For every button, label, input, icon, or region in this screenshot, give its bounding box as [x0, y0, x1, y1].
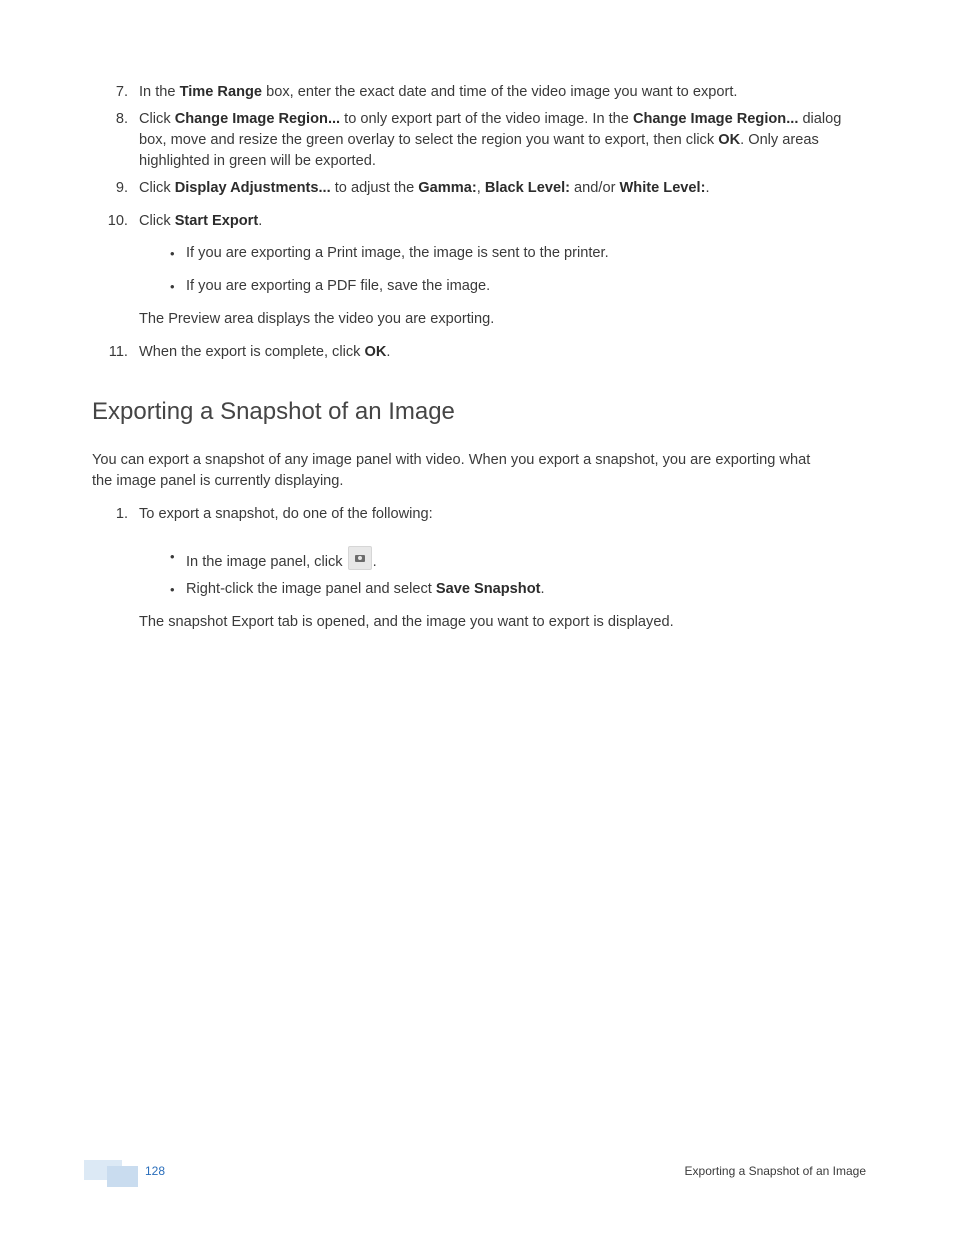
- footer-logo-block: [107, 1166, 138, 1187]
- step-text-line: [139, 151, 879, 172]
- list-item: [186, 546, 377, 573]
- bold-term: Start Export: [174, 213, 259, 229]
- intro-line: the image panel is currently displaying.: [92, 473, 344, 489]
- step-number: 7.: [115, 84, 128, 100]
- bold-term: Display Adjustments...: [174, 180, 331, 196]
- section-heading: Exporting a Snapshot of an Image: [92, 398, 455, 425]
- bullet-icon: •: [170, 279, 175, 294]
- text-run: box, enter the exact date and time of the video image you want to export.: [262, 84, 738, 100]
- text-run: .: [705, 180, 710, 196]
- text-run: . Only areas: [740, 132, 819, 148]
- bold-term: White Level:: [619, 180, 706, 196]
- text-run: Click: [139, 111, 175, 127]
- list-item-text: In the image panel, click: [186, 554, 347, 570]
- list-item: [186, 579, 545, 600]
- text-run: to only export part of the video image. In the: [340, 111, 633, 127]
- footer-section-title: Exporting a Snapshot of an Image: [684, 1164, 866, 1178]
- text-run: Click: [139, 180, 175, 196]
- bullet-icon: •: [170, 549, 175, 564]
- step-number: 1.: [115, 506, 128, 522]
- text-run: .: [258, 213, 263, 229]
- text-run: .: [386, 344, 391, 360]
- preview-note: The Preview area displays the video you are exporting.: [139, 311, 495, 327]
- step-text: [139, 342, 879, 363]
- bullet-icon: •: [170, 246, 175, 261]
- bold-term: Change Image Region...: [632, 111, 799, 127]
- text-run: .: [540, 581, 545, 597]
- text-run: Click: [139, 213, 175, 229]
- list-item: If you are exporting a PDF file, save the image.: [186, 278, 491, 294]
- bold-term: OK: [364, 344, 387, 360]
- step-number: 11.: [108, 344, 128, 360]
- page-number: 128: [145, 1164, 166, 1178]
- step-text: [139, 178, 879, 199]
- bullet-icon: •: [170, 582, 175, 597]
- snapshot-note: The snapshot Export tab is opened, and the image you want to export is displayed.: [139, 614, 674, 630]
- text-run: to adjust the: [330, 180, 419, 196]
- step-number: 8.: [115, 111, 128, 127]
- text-run: and/or: [570, 180, 620, 196]
- list-item-text: .: [372, 554, 377, 570]
- step-text-line: [139, 130, 879, 151]
- step-text: [139, 82, 879, 103]
- text-run: When the export is complete, click: [139, 344, 365, 360]
- text-run: ,: [476, 180, 485, 196]
- text-run: Right-click the image panel and select: [186, 581, 436, 597]
- step-text: To export a snapshot, do one of the following:: [139, 506, 433, 522]
- step-text: [139, 211, 879, 232]
- bold-term: Save Snapshot: [435, 581, 541, 597]
- bold-term: Change Image Region...: [174, 111, 341, 127]
- bold-term: Time Range: [179, 84, 263, 100]
- step-number: 9.: [115, 180, 128, 196]
- bold-term: Gamma:: [418, 180, 477, 196]
- text-run: highlighted in green will be exported.: [139, 153, 376, 169]
- intro-line: You can export a snapshot of any image panel with video. When you export a snapshot, you are exporting what: [92, 452, 811, 468]
- step-number: 10.: [107, 213, 128, 229]
- step-text-line: [139, 109, 879, 130]
- list-item: If you are exporting a Print image, the image is sent to the printer.: [186, 245, 609, 261]
- bold-term: Black Level:: [484, 180, 570, 196]
- text-run: In the: [139, 84, 180, 100]
- text-run: dialog: [798, 111, 842, 127]
- text-run: box, move and resize the green overlay to select the region you want to export, then click: [139, 132, 719, 148]
- bold-term: OK: [718, 132, 741, 148]
- camera-icon: [348, 546, 372, 570]
